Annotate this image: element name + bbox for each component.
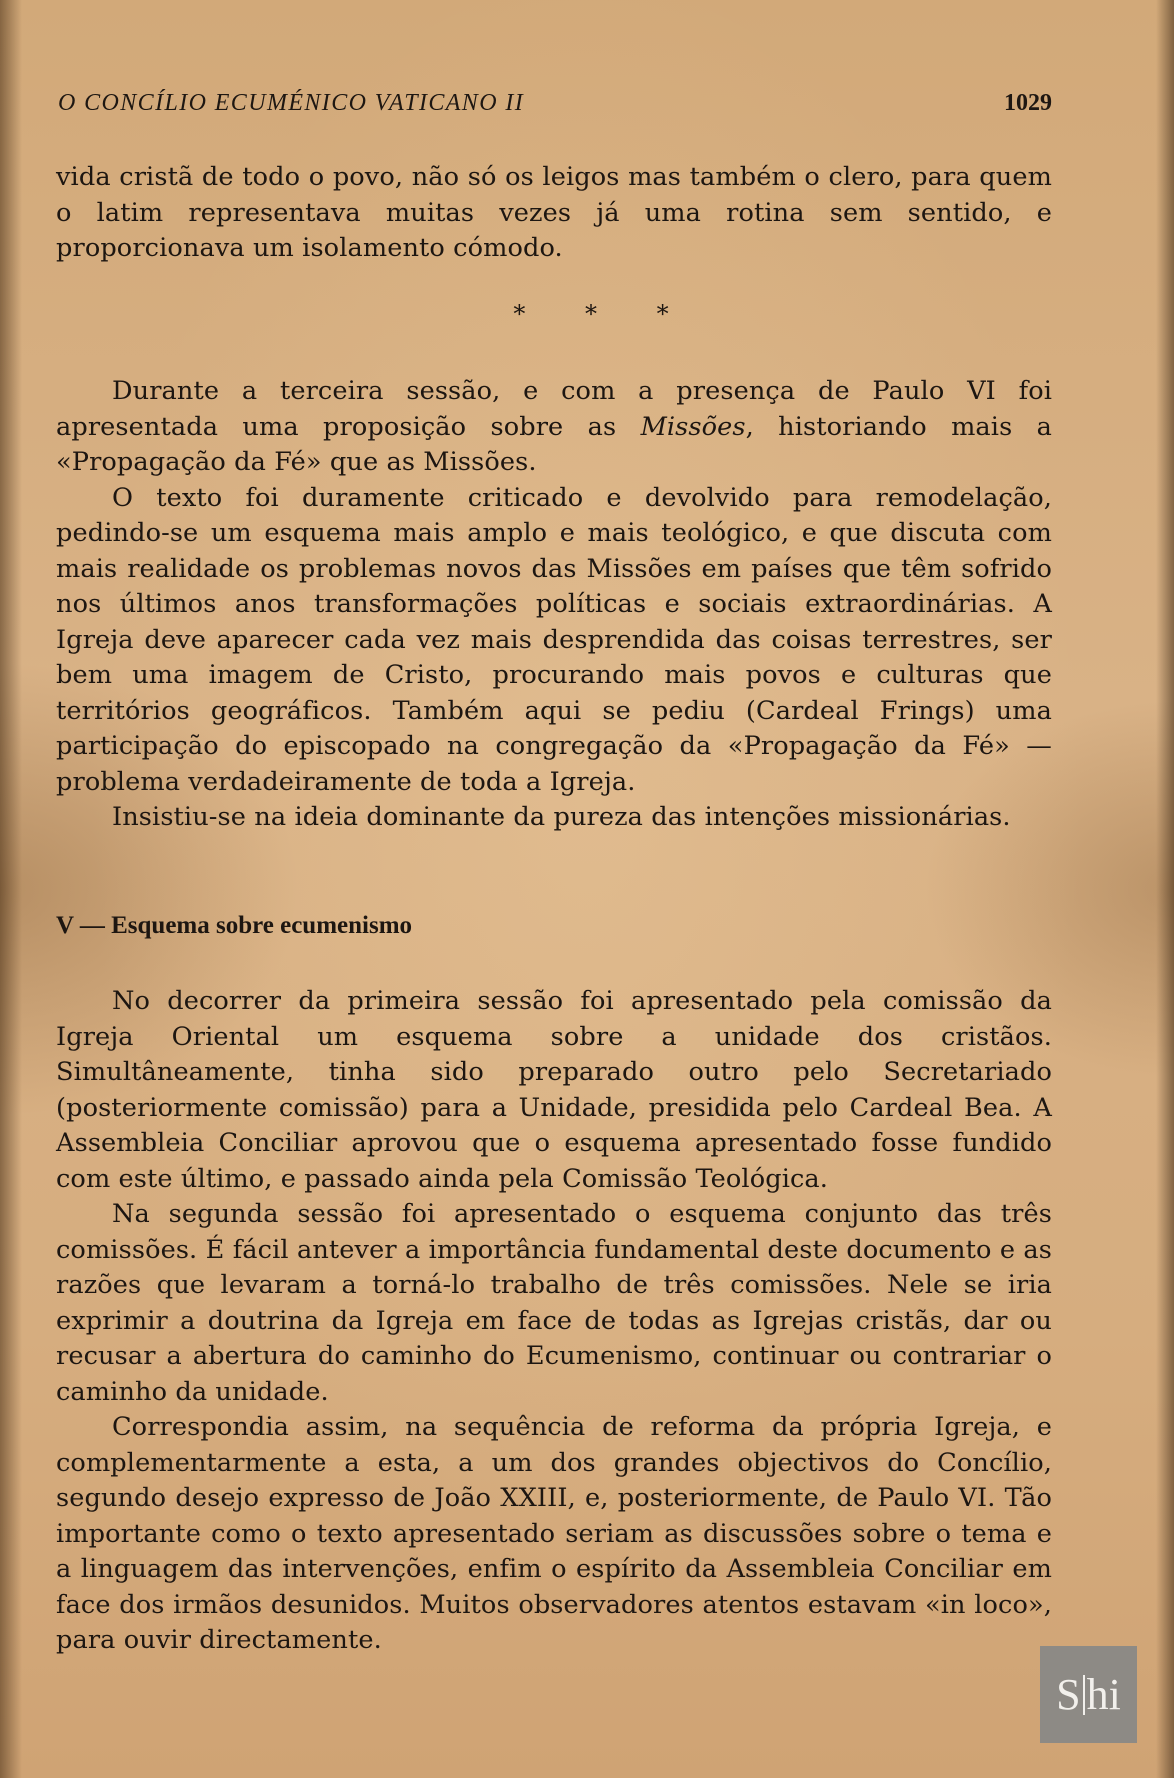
- paragraph: [56, 374, 1052, 481]
- left-edge-shadow: [0, 0, 22, 1778]
- running-title: O CONCÍLIO ECUMÉNICO VATICANO II: [58, 90, 525, 116]
- paragraph: vida cristã de todo o povo, não só os leigos mas também o clero, para quem o latim representava muitas vezes já uma rotina sem sentido, e proporcionava um isolamento cómodo.: [56, 162, 1052, 263]
- library-stamp-logo: [1040, 1646, 1137, 1743]
- italic-term: Missões: [640, 411, 746, 442]
- paragraph: O texto foi duramente criticado e devolvido para remodelação, pedindo-se um esquema mais amplo e mais teológico, e que discuta com mais realidade os problemas novos das Missões em países que têm sofrido nos últimos anos transformações políticas e sociais extraordinárias. A Igreja deve aparecer cada vez mais desprendida das coisas terrestres, ser bem uma imagem de Cristo, procurando mais povos e culturas que territórios geográficos. Também aqui se pediu (Cardeal Frings) uma participação do episcopado na congregação da «Propagação da Fé» — problema verdadeiramente de toda a Igreja.: [56, 482, 1052, 797]
- paragraph: Na segunda sessão foi apresentado o esquema conjunto das três comissões. É fácil antever a importância fundamental deste documento e as razões que levaram a torná-lo trabalho de três comissões. Nele se iria exprimir a doutrina da Igreja em face de todas as Igrejas cristãs, dar ou recusar a abertura do caminho do Ecumenismo, continuar ou contrariar o caminho da unidade.: [56, 1199, 1052, 1407]
- section-heading: V — Esquema sobre ecumenismo: [56, 912, 413, 939]
- section-separator: * * *: [513, 300, 695, 328]
- paragraph: Correspondia assim, na sequência de reforma da própria Igreja, e complementarmente a esta, a um dos grandes objectivos do Concílio, segundo desejo expresso de João XXIII, e, posteriormente, de Paulo VI. Tão importante como o texto apresentado seriam as discussões sobre o tema e a linguagem das intervenções, enfim o espírito da Assembleia Conciliar em face dos irmãos desunidos. Muitos observadores atentos estavam «in loco», para ouvir directamente.: [56, 1412, 1052, 1655]
- paragraph-text: Durante a terceira sessão, e com a presença de Paulo VI foi apresentada uma proposição sobre as: [56, 376, 1052, 442]
- page-number: 1029: [1004, 90, 1052, 116]
- paragraph: No decorrer da primeira sessão foi apresentado pela comissão da Igreja Oriental um esquema sobre a unidade dos cristãos. Simultâneamente, tinha sido preparado outro pelo Secretariado (posteriormente comissão) para a Unidade, presidida pelo Cardeal Bea. A Assembleia Conciliar aprovou que o esquema apresentado fosse fundido com este último, e passado ainda pela Comissão Teológica.: [56, 986, 1052, 1194]
- running-head: [58, 90, 1052, 124]
- paragraph: Insistiu-se na ideia dominante da pureza das intenções missionárias.: [112, 802, 1011, 832]
- text-block-missions: [56, 374, 1052, 836]
- text-block-ecumenism: [56, 984, 1052, 1659]
- right-edge-shadow: [1156, 0, 1174, 1778]
- stamp-letter: S: [1056, 1670, 1081, 1719]
- stamp-letters: hi: [1086, 1670, 1121, 1719]
- text-block-intro: [56, 160, 1052, 267]
- stamp-bar: [1083, 1675, 1085, 1715]
- paragraph-text: , historiando mais a «Propagação da Fé» que as Missões.: [56, 411, 1052, 477]
